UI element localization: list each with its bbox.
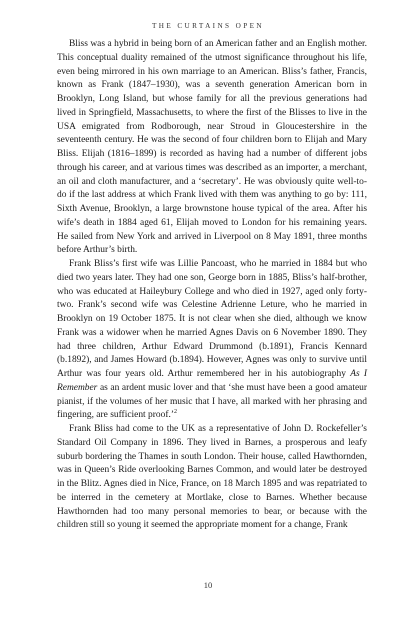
paragraph-text: Frank Bliss had come to the UK as a representative of John D. Rockefeller’s Standard Oil Company in 1896. They lived in Barnes, a prosperous and leafy suburb bordering the Thames in south London. Their house, called Hawthornden, was in Queen’s Ride overlooking Barnes Common, and would later be destroyed in the Blitz. Agnes died in Nice, France, on 18 March 1895 and was repatriated to be interred in the cemetery at Mortlake, close to Barnes. Whether because Hawthornden had too many personal memories to bear, or because with the children still so young it seemed the appropriate moment for a change, Frank	[57, 424, 367, 531]
paragraph	[57, 38, 367, 258]
page-number: 10	[203, 580, 213, 590]
paragraph-text: Frank Bliss’s first wife was Lillie Pancoast, who he married in 1884 but who died two years later. They had one son, George born in 1885, Bliss’s half-brother, who was educated at Haileybury College and who died in 1927, aged only forty-two. Frank’s second wife was Celestine Adrienne Leture, who he married in Brooklyn on 19 October 1875. It is not clear when she died, although we know Frank was a widower when he married Agnes Davis on 6 November 1890. They had three children, Arthur Edward Drummond (b.1891), Francis Kennard (b.1892), and James Howard (b.1894). However, Agnes was only to survive until Arthur was four years old. Arthur remembered her in his autobiography	[57, 259, 367, 379]
book-title: As I Remember	[57, 369, 368, 393]
body-text	[57, 38, 367, 533]
running-head: THE CURTAINS OPEN	[151, 22, 265, 30]
footnote-marker: 2	[173, 409, 177, 416]
paragraph	[57, 258, 367, 423]
paragraph-text: Bliss was a hybrid in being born of an American father and an English mother. This conceptual duality remained of the utmost significance throughout his life, even being mirrored in his own marriage to an American. Bliss’s father, Francis, known as Frank (1847–1930), was a seventh generation American born in Brooklyn, Long Island, but whose family for all the previous generations had lived in Springfield, Massachusetts, to where the first of the Blisses to live in the USA emigrated from Rodborough, near Stroud in Gloucestershire in the seventeenth century. He was the second of four children born to Elijah and Mary Bliss. Elijah (1816–1899) is recorded as having had a number of different jobs through his career, and at various times was described as an importer, a merchant, an oil and cloth manufacturer, and a ‘secretary’. He was obviously quite well-to-do if the last address at which Frank lived with them was anything to go by: 111, Sixth Avenue, Brooklyn, a large brownstone house typical of the area. After his wife’s death in 1884 aged 61, Elijah moved to London for his remaining years. He sailed from New York and arrived in Liverpool on 8 May 1891, three months before Arthur’s birth.	[57, 39, 367, 256]
paragraph-text: as an ardent music lover and that ‘she must have been a good amateur pianist, if the volumes of her music that I have, all marked with her phrasing and fingering, are sufficient proof.’	[57, 382, 367, 421]
paragraph	[57, 423, 367, 533]
